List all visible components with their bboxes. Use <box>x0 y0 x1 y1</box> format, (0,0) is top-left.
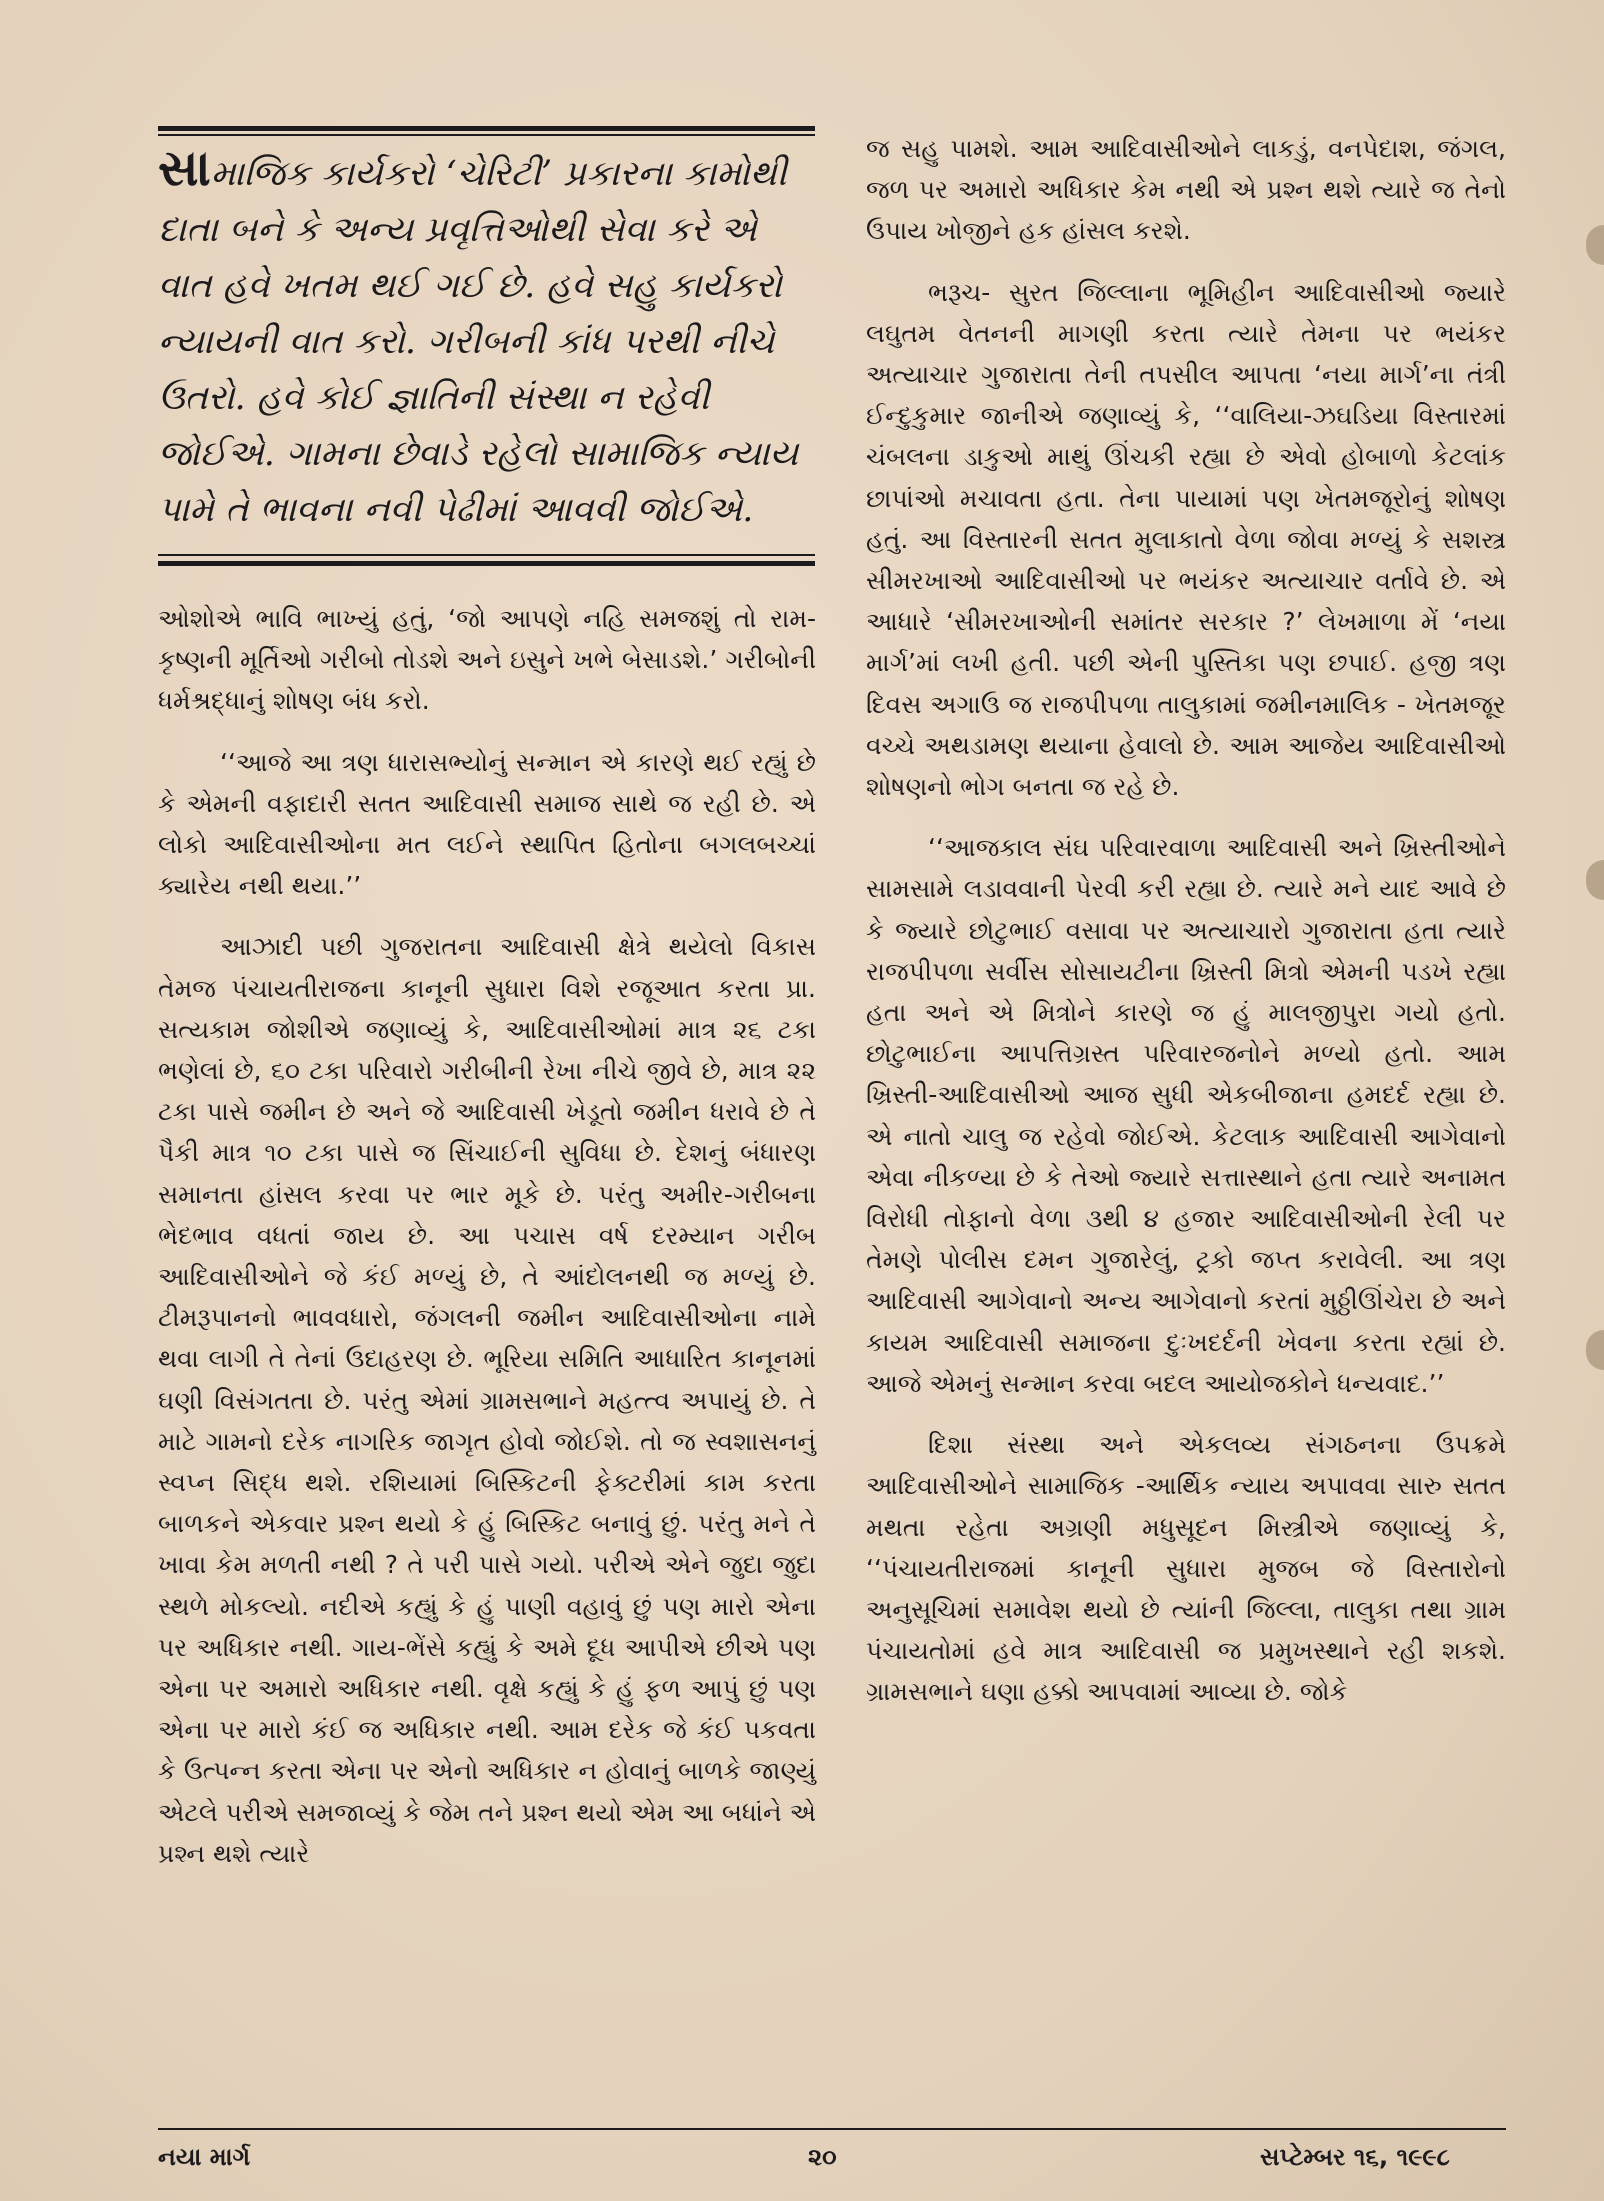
footer-page-number: ૨૦ <box>808 2143 837 2171</box>
right-paragraph-1: જ સહુ પામશે. આમ આદિવાસીઓને લાકડું, વનપેદાશ, જંગલ, જળ પર અમારો અધિકાર કેમ નથી એ પ્રશ્ન થશે ત્યારે જ તેનો ઉપાય ખોજીને હક હાંસલ કરશે. <box>866 134 1506 246</box>
pull-quote-text: માજિક કાર્યકરો ‘ચેરિટી’ પ્રકારના કામોથી દાતા બને કે અન્ય પ્રવૃત્તિઓથી સેવા કરે એ વાત હવે ખતમ થઈ ગઈ છે. હવે સહુ કાર્યકરો ન્યાયની વાત કરો. ગરીબની કાંધ પરથી નીચે ઉતરો. હવે કોઈ જ્ઞાતિની સંસ્થા ન રહેવી જોઈએ. ગામના છેવાડે રહેલો સામાજિક ન્યાય પામે તે ભાવના નવી પેઢીમાં આવવી જોઈએ. <box>158 154 799 530</box>
torn-edge <box>1586 225 1604 265</box>
right-paragraph-2: ભરૂચ- સુરત જિલ્લાના ભૂમિહીન આદિવાસીઓ જ્યારે લઘુતમ વેતનની માગણી કરતા ત્યારે તેમના પર ભયંકર અત્યાચાર ગુજારાતા તેની તપસીલ આપતા ‘નયા માર્ગ’ના તંત્રી ઈન્દુકુમાર જાનીએ જણાવ્યું કે, ‘‘વાલિયા-ઝઘડિયા વિસ્તારમાં ચંબલના ડાકુઓ માથું ઊંચકી રહ્યા છે એવો હોબાળો કેટલાંક છાપાંઓ મચાવતા હતા. તેના પાયામાં પણ ખેતમજૂરોનું શોષણ હતું. આ વિસ્તારની સતત મુલાકાતો વેળા જોવા મળ્યું કે સશસ્ત્ર સીમરખાઓ આદિવાસીઓ પર ભયંકર અત્યાચાર વર્તાવે છે. એ આધારે ‘સીમરખાઓની સમાંતર સરકાર ?’ લેખમાળા મેં ‘નયા માર્ગ’માં લખી હતી. પછી એની પુસ્તિકા પણ છપાઈ. હજી ત્રણ દિવસ અગાઉ જ રાજપીપળા તાલુકામાં જમીનમાલિક - ખેતમજૂર વચ્ચે અથડામણ થયાના હેવાલો છે. આમ આજેય આદિવાસીઓ શોષણનો ભોગ બનતા જ રહે છે. <box>866 277 1506 802</box>
footer-date: સપ્ટેમ્બર ૧૬, ૧૯૯૮ <box>1260 2143 1450 2171</box>
quote-bottom-rule <box>158 561 815 566</box>
quote-top-rule-thin <box>158 134 815 136</box>
torn-edge <box>1586 1330 1604 1370</box>
pull-quote <box>158 140 818 538</box>
left-column <box>158 598 816 1894</box>
torn-edge <box>1586 860 1604 900</box>
left-paragraph-3: આઝાદી પછી ગુજરાતના આદિવાસી ક્ષેત્રે થયેલો વિકાસ તેમજ પંચાયતીરાજના કાનૂની સુધારા વિશે રજૂઆત કરતા પ્રા. સત્યકામ જોશીએ જણાવ્યું કે, આદિવાસીઓમાં માત્ર ૨૬ ટકા ભણેલાં છે, ૬૦ ટકા પરિવારો ગરીબીની રેખા નીચે જીવે છે, માત્ર ૨૨ ટકા પાસે જમીન છે અને જે આદિવાસી ખેડૂતો જમીન ધરાવે છે તે પૈકી માત્ર ૧૦ ટકા પાસે જ સિંચાઈની સુવિધા છે. દેશનું બંધારણ સમાનતા હાંસલ કરવા પર ભાર મૂકે છે. પરંતુ અમીર-ગરીબના ભેદભાવ વધતાં જાય છે. આ પચાસ વર્ષ દરમ્યાન ગરીબ આદિવાસીઓને જે કંઈ મળ્યું છે, તે આંદોલનથી જ મળ્યું છે. ટીમરૂપાનનો ભાવવધારો, જંગલની જમીન આદિવાસીઓના નામે થવા લાગી તે તેનાં ઉદાહરણ છે. ભૂરિયા સમિતિ આધારિત કાનૂનમાં ઘણી વિસંગતતા છે. પરંતુ એમાં ગ્રામસભાને મહત્ત્વ અપાયું છે. તે માટે ગામનો દરેક નાગરિક જાગૃત હોવો જોઈશે. તો જ સ્વશાસનનું સ્વપ્ન સિદ્ધ થશે. રશિયામાં બિસ્કિટની ફેક્ટરીમાં કામ કરતા બાળકને એકવાર પ્રશ્ન થયો કે હું બિસ્કિટ બનાવું છું. પરંતુ મને તે ખાવા કેમ મળતી નથી ? તે પરી પાસે ગયો. પરીએ એને જુદા જુદા સ્થળે મોકલ્યો. નદીએ કહ્યું કે હું પાણી વહાવું છું પણ મારો એના પર અધિકાર નથી. ગાય-ભેંસે કહ્યું કે અમે દૂધ આપીએ છીએ પણ એના પર અમારો અધિકાર નથી. વૃક્ષે કહ્યું કે હું ફળ આપું છું પણ એના પર મારો કંઈ જ અધિકાર નથી. આમ દરેક જે કંઈ પકવતા કે ઉત્પન્ન કરતા એના પર એનો અધિકાર ન હોવાનું બાળકે જાણ્યું એટલે પરીએ સમજાવ્યું કે જેમ તને પ્રશ્ન થયો એમ આ બધાંને એ પ્રશ્ન થશે ત્યારે <box>158 932 816 1868</box>
left-paragraph-1: ઓશોએ ભાવિ ભાખ્યું હતું, ‘જો આપણે નહિ સમજશું તો રામ-કૃષ્ણની મૂર્તિઓ ગરીબો તોડશે અને ઇસુને ખભે બેસાડશે.’ ગરીબોની ધર્મશ્રદ્ધાનું શોષણ બંધ કરો. <box>158 604 816 716</box>
quote-bottom-rule-thin <box>158 554 815 556</box>
pull-quote-dropcap: સા <box>158 138 211 197</box>
footer-publication: નયા માર્ગ <box>158 2143 251 2171</box>
left-paragraph-2: ‘‘આજે આ ત્રણ ધારાસભ્યોનું સન્માન એ કારણે થઈ રહ્યું છે કે એમની વફાદારી સતત આદિવાસી સમાજ સાથે જ રહી છે. એ લોકો આદિવાસીઓના મત લઈને સ્થાપિત હિતોના બગલબચ્ચાં ક્યારેય નથી થયા.’’ <box>158 747 816 901</box>
right-paragraph-4: દિશા સંસ્થા અને એકલવ્ય સંગઠનના ઉપક્રમે આદિવાસીઓને સામાજિક -આર્થિક ન્યાય અપાવવા સારુ સતત મથતા રહેતા અગ્રણી મધુસૂદન મિસ્ત્રીએ જણાવ્યું કે, ‘‘પંચાયતીરાજમાં કાનૂની સુધારા મુજબ જે વિસ્તારોનો અનુસૂચિમાં સમાવેશ થયો છે ત્યાંની જિલ્લા, તાલુકા તથા ગ્રામ પંચાયતોમાં હવે માત્ર આદિવાસી જ પ્રમુખસ્થાને રહી શકશે. ગ્રામસભાને ઘણા હક્કો આપવામાં આવ્યા છે. જોકે <box>866 1430 1506 1707</box>
right-paragraph-3: ‘‘આજકાલ સંઘ પરિવારવાળા આદિવાસી અને ખ્રિસ્તીઓને સામસામે લડાવવાની પેરવી કરી રહ્યા છે. ત્યારે મને યાદ આવે છે કે જ્યારે છોટુભાઈ વસાવા પર અત્યાચારો ગુજારાતા હતા ત્યારે રાજપીપળા સર્વીસ સોસાયટીના ખ્રિસ્તી મિત્રો એમની પડખે રહ્યા હતા અને એ મિત્રોને કારણે જ હું માલજીપુરા ગયો હતો. છોટુભાઈના આપત્તિગ્રસ્ત પરિવારજનોને મળ્યો હતો. આમ ખ્રિસ્તી-આદિવાસીઓ આજ સુધી એકબીજાના હમદર્દ રહ્યા છે. એ નાતો ચાલુ જ રહેવો જોઈએ. કેટલાક આદિવાસી આગેવાનો એવા નીકળ્યા છે કે તેઓ જ્યારે સત્તાસ્થાને હતા ત્યારે અનામત વિરોધી તોફાનો વેળા ૩થી ૪ હજાર આદિવાસીઓની રેલી પર તેમણે પોલીસ દમન ગુજારેલું, ટ્રકો જપ્ત કરાવેલી. આ ત્રણ આદિવાસી આગેવાનો અન્ય આગેવાનો કરતાં મુઠ્ઠીઊંચેરા છે અને કાયમ આદિવાસી સમાજના દુઃખદર્દની ખેવના કરતા રહ્યાં છે. આજે એમનું સન્માન કરવા બદલ આયોજકોને ધન્યવાદ.’’ <box>866 833 1506 1398</box>
footer-rule <box>158 2128 1506 2130</box>
quote-top-rule <box>158 126 815 131</box>
right-column <box>866 128 1506 1733</box>
